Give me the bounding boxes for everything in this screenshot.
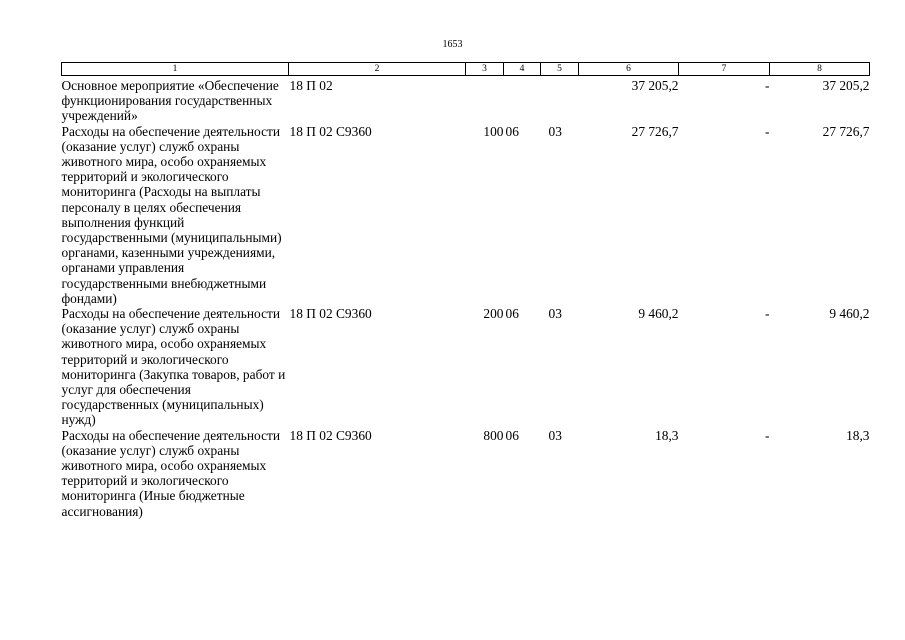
budget-table (61, 62, 870, 519)
row-expense-type: 200 (483, 306, 504, 322)
row-expense-type (466, 76, 504, 124)
row-name: Расходы на обеспечение деятельности (оказание услуг) служб охраны животного мира, особо охраняемых территорий и экологического мониторинга (Расходы на выплаты персоналу в целях обеспечения выполнения функций государственными (муниципальными) органами, казенными учреждениями, органами управления государственными внебюджетными фондами) (61, 123, 282, 306)
row-target-code: 18 П 02 (289, 78, 333, 93)
row-total: 37 205,2 (822, 78, 870, 93)
table-row (62, 124, 870, 306)
column-header-4: 4 (504, 63, 541, 76)
row-target-code: 18 П 02 С9360 (289, 306, 372, 322)
row-total: 9 460,2 (829, 306, 870, 322)
row-expense-type: 800 (483, 427, 504, 443)
row-change: - (765, 78, 770, 93)
table-row (62, 306, 870, 428)
column-header-8: 8 (770, 63, 870, 76)
table-row (62, 76, 870, 124)
row-amount: 37 205,2 (631, 78, 679, 93)
row-name: Расходы на обеспечение деятельности (оказание услуг) служб охраны животного мира, особо охраняемых территорий и экологического мониторинга (Иные бюджетные ассигнования) (61, 427, 281, 519)
column-header-5: 5 (541, 63, 579, 76)
column-header-2: 2 (289, 63, 466, 76)
column-header-3: 3 (466, 63, 504, 76)
row-amount: 9 460,2 (638, 306, 679, 322)
row-section: 06 (505, 306, 519, 322)
table-header-row (62, 63, 870, 76)
column-header-1: 1 (62, 63, 289, 76)
row-subsection: 03 (548, 123, 562, 139)
row-change: - (765, 123, 770, 139)
page-number: 1653 (442, 39, 463, 50)
row-name: Основное мероприятие «Обеспечение функционирования государственных учреждений» (61, 78, 279, 124)
row-subsection: 03 (548, 306, 562, 322)
row-amount: 18,3 (655, 427, 679, 443)
row-change: - (765, 306, 770, 322)
row-section (504, 76, 541, 124)
row-total: 18,3 (846, 427, 870, 443)
column-header-7: 7 (679, 63, 770, 76)
row-total: 27 726,7 (822, 123, 870, 139)
row-expense-type: 100 (483, 123, 504, 139)
row-name: Расходы на обеспечение деятельности (оказание услуг) служб охраны животного мира, особо охраняемых территорий и экологического мониторинга (Закупка товаров, работ и услуг для обеспечения государственных (муниципальных) нужд) (61, 306, 286, 428)
row-section: 06 (505, 123, 519, 139)
row-subsection: 03 (548, 427, 562, 443)
table-row (62, 428, 870, 519)
row-target-code: 18 П 02 С9360 (289, 427, 372, 443)
row-subsection (541, 76, 579, 124)
row-change: - (765, 427, 770, 443)
row-target-code: 18 П 02 С9360 (289, 123, 372, 139)
row-section: 06 (505, 427, 519, 443)
row-amount: 27 726,7 (631, 123, 679, 139)
column-header-6: 6 (579, 63, 679, 76)
